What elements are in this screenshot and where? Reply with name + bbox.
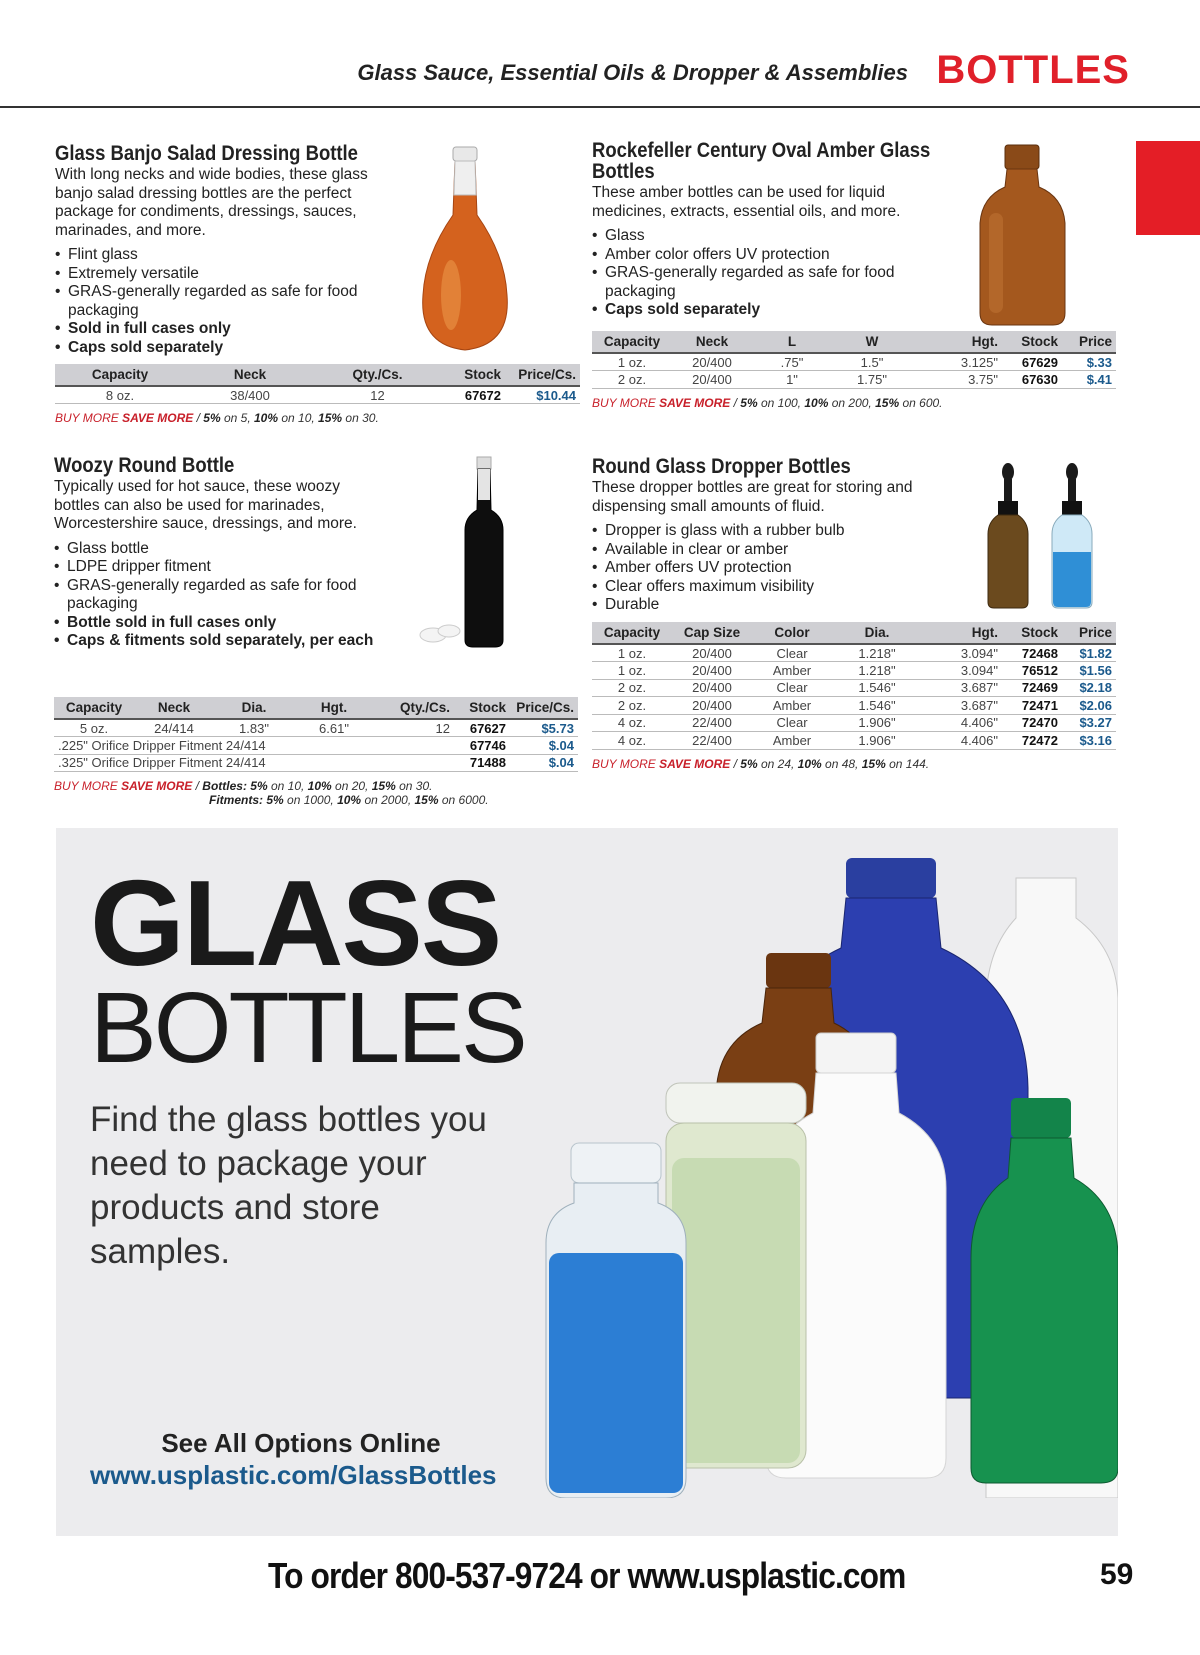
column-header: Stock [440, 364, 505, 386]
feature-list [592, 227, 932, 320]
header-rule [0, 106, 1200, 108]
column-header: Neck [185, 364, 315, 386]
feature-item: • Available in clear or amber [592, 541, 932, 560]
column-header: Price/Cs. [505, 364, 580, 386]
section-tab [1136, 141, 1200, 235]
spec-table: Capacity Neck L W Hgt. Stock Price 1 oz. 20/400 .75" 1.5" 3.125" 67629 $.33 2 oz. 20/400 1" 1.75" 3.75" 67630 $.41 [592, 331, 1116, 389]
feature-item: • GRAS-generally regarded as safe for food packaging [54, 577, 374, 614]
feature-item: • GRAS-generally regarded as safe for food packaging [55, 283, 395, 320]
dropper-bottles-image [980, 462, 1110, 612]
bulk-discount-note: BUY MORE SAVE MORE / 5% on 24, 10% on 48, 15% on 144. [592, 757, 930, 771]
feature-item: • Glass [592, 227, 932, 246]
table-row: 8 oz. 38/400 12 67672 $10.44 [55, 386, 580, 404]
product-title: Glass Banjo Salad Dressing Bottle [55, 142, 358, 165]
feature-item: • Sold in full cases only [55, 320, 395, 339]
table-row: .225" Orifice Dripper Fitment 24/414 67746 $.04 [54, 737, 578, 755]
bulk-discount-note-fitments: Fitments: 5% on 1000, 10% on 2000, 15% on 6000. [209, 793, 489, 807]
feature-item: • Extremely versatile [55, 265, 395, 284]
table-row: .325" Orifice Dripper Fitment 24/414 71488 $.04 [54, 754, 578, 772]
promo-url-link[interactable]: www.usplastic.com/GlassBottles [90, 1460, 497, 1490]
product-banjo [55, 143, 395, 357]
promo-cta: See All Options Online [161, 1428, 441, 1458]
feature-list [55, 246, 395, 357]
feature-item: • Dropper is glass with a rubber bulb [592, 522, 932, 541]
column-header: Capacity [55, 364, 185, 386]
bulk-discount-note: BUY MORE SAVE MORE / Bottles: 5% on 10, 10% on 20, 15% on 30. [54, 779, 433, 793]
product-title: Round Glass Dropper Bottles [592, 455, 851, 478]
table-row: 2 oz. 20/400 1" 1.75" 3.75" 67630 $.41 [592, 371, 1116, 389]
product-dropper [592, 456, 932, 615]
feature-item: • LDPE dripper fitment [54, 558, 374, 577]
table-row: 4 oz. 22/400 Amber 1.906" 4.406" 72472 $3.16 [592, 732, 1116, 750]
banjo-bottle-image [415, 145, 515, 355]
feature-item: • Caps sold separately [55, 339, 395, 358]
feature-list [592, 522, 932, 615]
spec-table [55, 364, 580, 404]
table-row: 1 oz. 20/400 .75" 1.5" 3.125" 67629 $.33 [592, 353, 1116, 371]
table-row: 1 oz. 20/400 Clear 1.218" 3.094" 72468 $1.82 [592, 644, 1116, 662]
feature-item: • Amber offers UV protection [592, 559, 932, 578]
product-description: These amber bottles can be used for liquid medicines, extracts, essential oils, and more. [592, 184, 901, 220]
product-rockefeller [592, 140, 932, 320]
amber-oval-bottle-image [975, 143, 1070, 328]
header-category: BOTTLES [936, 48, 1130, 92]
feature-item: • Glass bottle [54, 540, 374, 559]
feature-item: • GRAS-generally regarded as safe for food packaging [592, 264, 932, 301]
feature-item: • Caps sold separately [592, 301, 932, 320]
table-row: 5 oz. 24/414 1.83" 6.61" 12 67627 $5.73 [54, 719, 578, 737]
bulk-discount-note: BUY MORE SAVE MORE / 5% on 100, 10% on 200, 15% on 600. [592, 396, 943, 410]
promo-body: Find the glass bottles you need to package your products and store samples. [90, 1100, 487, 1271]
product-description: Typically used for hot sauce, these woozy bottles can also be used for marinades, Worcestershire sauce, dressings, and more. [54, 478, 357, 532]
feature-item: • Caps & fitments sold separately, per each [54, 632, 374, 651]
promo-banner [56, 828, 1118, 1536]
promo-headline: GLASS [90, 855, 501, 991]
product-title: Rockefeller Century Oval Amber Glass [592, 139, 931, 162]
feature-item: • Flint glass [55, 246, 395, 265]
page-number: 59 [1100, 1558, 1134, 1591]
product-title-line2: Bottles [592, 160, 655, 183]
feature-list [54, 540, 374, 651]
feature-item: • Clear offers maximum visibility [592, 578, 932, 597]
feature-item: • Durable [592, 596, 932, 615]
table-row: 4 oz. 22/400 Clear 1.906" 4.406" 72470 $3.27 [592, 714, 1116, 732]
spec-table: Capacity Cap Size Color Dia. Hgt. Stock Price 1 oz. 20/400 Clear 1.218" 3.094" 72468 $1.82 1 oz. 20/400 Amber 1.218" 3.094" 76512 $1.56 2 oz. 20/400 Clear 1.546" 3.687" 72469 $2.18 2 oz. 20/400 Amber 1.546" 3.687" 72471 $2.06 4 oz. 22/400 Clear 1.906" 4.406" 72470 $3.27 4 oz. 22/400 Amber 1.906" 4.406" 72472 $3.16 [592, 622, 1116, 750]
promo-subheadline: BOTTLES [90, 972, 525, 1084]
header-subtitle: Glass Sauce, Essential Oils & Dropper & Assemblies [357, 60, 908, 85]
table-row: 2 oz. 20/400 Clear 1.546" 3.687" 72469 $2.18 [592, 679, 1116, 697]
feature-item: • Bottle sold in full cases only [54, 614, 374, 633]
table-row: 2 oz. 20/400 Amber 1.546" 3.687" 72471 $2.06 [592, 697, 1116, 715]
column-header: Qty./Cs. [315, 364, 440, 386]
spec-table: Capacity Neck Dia. Hgt. Qty./Cs. Stock Price/Cs. 5 oz. 24/414 1.83" 6.61" 12 67627 $5.73 .225" Orifice Dripper Fitment 24/414 67746 $.04 .325" Orifice Dripper Fitment 24/414 71488 $.04 [54, 697, 578, 772]
product-woozy [54, 455, 374, 651]
glass-bottles-image [516, 858, 1118, 1498]
product-title: Woozy Round Bottle [54, 454, 235, 477]
feature-item: • Amber color offers UV protection [592, 246, 932, 265]
product-description: These dropper bottles are great for storing and dispensing small amounts of fluid. [592, 479, 913, 515]
product-description: With long necks and wide bodies, these glass banjo salad dressing bottles are the perfect package for condiments, dressings, sauces, marinades, and more. [55, 166, 368, 239]
table-row: 1 oz. 20/400 Amber 1.218" 3.094" 76512 $1.56 [592, 662, 1116, 680]
footer-order-info: To order 800-537-9724 or www.usplastic.com [268, 1555, 906, 1596]
bulk-discount-note: BUY MORE SAVE MORE / 5% on 5, 10% on 10, 15% on 30. [55, 411, 379, 425]
woozy-bottle-image [415, 455, 525, 650]
